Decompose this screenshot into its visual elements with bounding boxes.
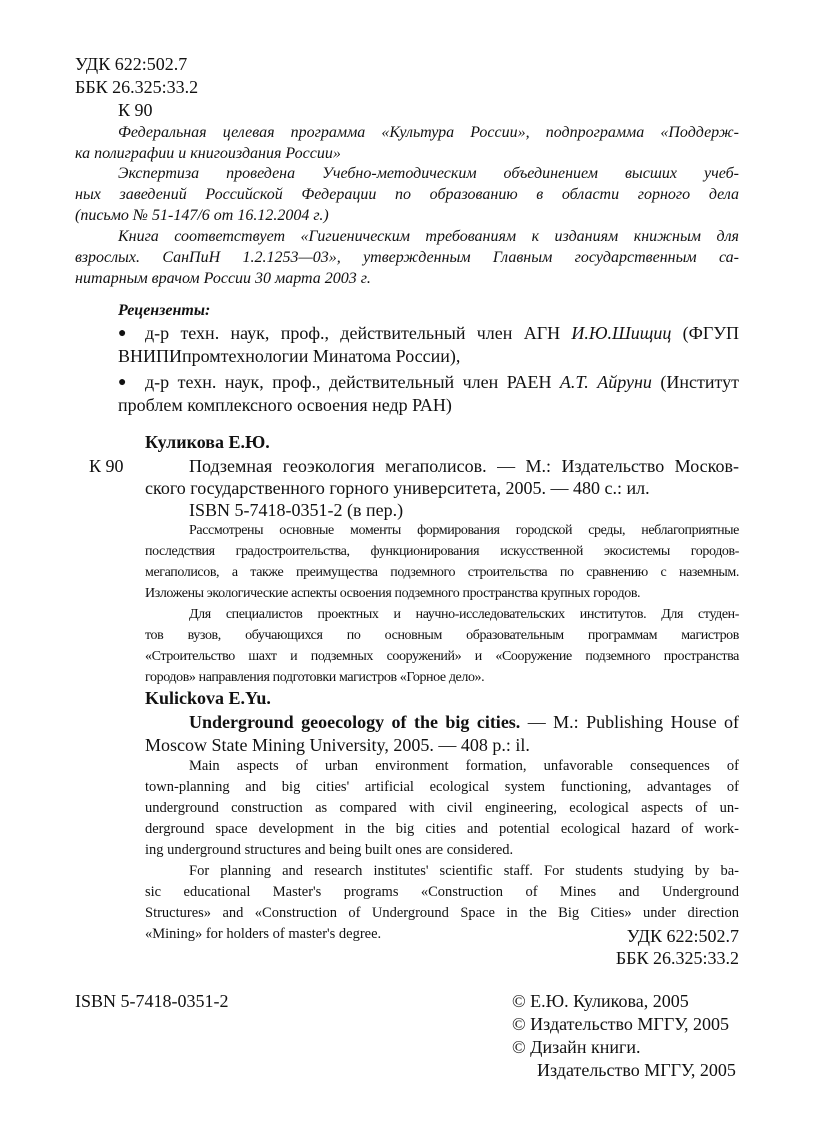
reviewer-1-name: И.Ю.Шищиц xyxy=(571,323,672,343)
bullet-icon: ● xyxy=(118,326,127,341)
en-abstract-2-line-1: For planning and research institutes' scientific staff. For students studying by ba- xyxy=(189,863,739,879)
en-abstract-1-line-1: Main aspects of urban environment formation, unfavorable consequences of xyxy=(189,758,739,774)
en-title-bold: Underground geoecology of the big cities. xyxy=(189,712,521,732)
program-note-line-2: ка полиграфии и книгоиздания России» xyxy=(75,145,341,162)
reviewers-heading: Рецензенты: xyxy=(118,302,211,319)
footer-udk: УДК 622:502.7 xyxy=(626,926,739,946)
reviewer-1-line-1: д-р техн. наук, проф., действительный член АГН И.Ю.Шищиц (ФГУП xyxy=(145,323,739,343)
ru-abstract-1-line-3: мегаполисов, а также преимущества подземного строительства по сравнению с наземным. xyxy=(145,565,739,580)
ru-title-line-1: Подземная геоэкология мегаполисов. — М.: Издательство Москов- xyxy=(189,456,739,476)
ru-isbn: ISBN 5-7418-0351-2 (в пер.) xyxy=(189,500,404,520)
ru-abstract-1-line-4: Изложены экологические аспекты освоения подземного пространства крупных городов. xyxy=(145,586,641,601)
header-bbk: ББК 26.325:33.2 xyxy=(75,77,199,97)
ru-abstract-2-line-4: городов» направления подготовки магистров «Горное дело». xyxy=(145,670,485,685)
ru-abstract-1-line-1: Рассмотрены основные моменты формирования городской среды, неблагоприятные xyxy=(189,523,739,538)
en-abstract-1-line-2: town-planning and big cities' artificial ecological system functioning, advantages of xyxy=(145,779,739,795)
hygiene-note-line-2: взрослых. СанПиН 1.2.1253—03», утвержденным Главным государственным са- xyxy=(75,249,739,266)
ru-abstract-2-line-1: Для специалистов проектных и научно-исследовательских институтов. Для студен- xyxy=(189,607,739,622)
ru-code: К 90 xyxy=(89,456,124,476)
en-abstract-1-line-3: underground construction as compared with civil engineering, ecological aspects of un- xyxy=(145,800,739,816)
en-abstract-1-line-5: ing underground structures and being built ones are considered. xyxy=(145,842,514,858)
en-abstract-2-line-4: «Mining» for holders of master's degree. xyxy=(145,926,382,942)
program-note-line-1: Федеральная целевая программа «Культура России», подпрограмма «Поддерж- xyxy=(118,124,739,141)
copyright-publisher: © Издательство МГГУ, 2005 xyxy=(512,1014,730,1034)
header-code: К 90 xyxy=(118,100,153,120)
copyright-design: © Дизайн книги. xyxy=(512,1037,641,1057)
ru-title-line-2: ского государственного горного университета, 2005. — 480 с.: ил. xyxy=(145,478,650,498)
footer-bbk: ББК 26.325:33.2 xyxy=(615,948,739,968)
ru-abstract-2-line-3: «Строительство шахт и подземных сооружений» и «Сооружение подземного пространства xyxy=(145,649,739,664)
hygiene-note-line-1: Книга соответствует «Гигиеническим требованиям к изданиям книжным для xyxy=(118,228,739,245)
ru-author: Куликова Е.Ю. xyxy=(145,432,270,452)
header-udk: УДК 622:502.7 xyxy=(75,54,188,74)
en-title-line-1: Underground geoecology of the big cities. — M.: Publishing House of xyxy=(189,712,739,732)
hygiene-note-line-3: нитарным врачом России 30 марта 2003 г. xyxy=(75,270,371,287)
en-abstract-1-line-4: derground space development in the big cities and potential ecological hazard of work- xyxy=(145,821,739,837)
ru-abstract-1-line-2: последствия градостроительства, функционирования искусственной экосистемы городов- xyxy=(145,544,739,559)
expertise-note-line-2: ных заведений Российской Федерации по образованию в области горного дела xyxy=(75,186,739,203)
en-abstract-2-line-3: Structures» and «Construction of Underground Space in the Big Cities» under direction xyxy=(145,905,739,921)
reviewer-2-line-1: д-р техн. наук, проф., действительный член РАЕН А.Т. Айруни (Институт xyxy=(145,372,739,392)
copyright-author: © Е.Ю. Куликова, 2005 xyxy=(512,991,689,1011)
ru-abstract-2-line-2: тов вузов, обучающихся по основным образовательным программам магистров xyxy=(145,628,739,643)
expertise-note-line-1: Экспертиза проведена Учебно-методическим объединением высших учеб- xyxy=(118,165,739,182)
reviewer-1-line-2: ВНИПИпромтехнологии Минатома России), xyxy=(118,346,461,366)
reviewer-2-name: А.Т. Айруни xyxy=(559,372,652,392)
copyright-design-line-2: Издательство МГГУ, 2005 xyxy=(537,1060,736,1080)
expertise-note-line-3: (письмо № 51-147/6 от 16.12.2004 г.) xyxy=(75,207,329,224)
footer-isbn: ISBN 5-7418-0351-2 xyxy=(75,991,229,1011)
reviewer-2-line-2: проблем комплексного освоения недр РАН) xyxy=(118,395,452,415)
en-title-line-2: Moscow State Mining University, 2005. — 408 p.: il. xyxy=(145,735,530,755)
en-abstract-2-line-2: sic educational Master's programs «Construction of Mines and Underground xyxy=(145,884,739,900)
bullet-icon: ● xyxy=(118,375,127,390)
en-author: Kulickova E.Yu. xyxy=(145,688,271,708)
